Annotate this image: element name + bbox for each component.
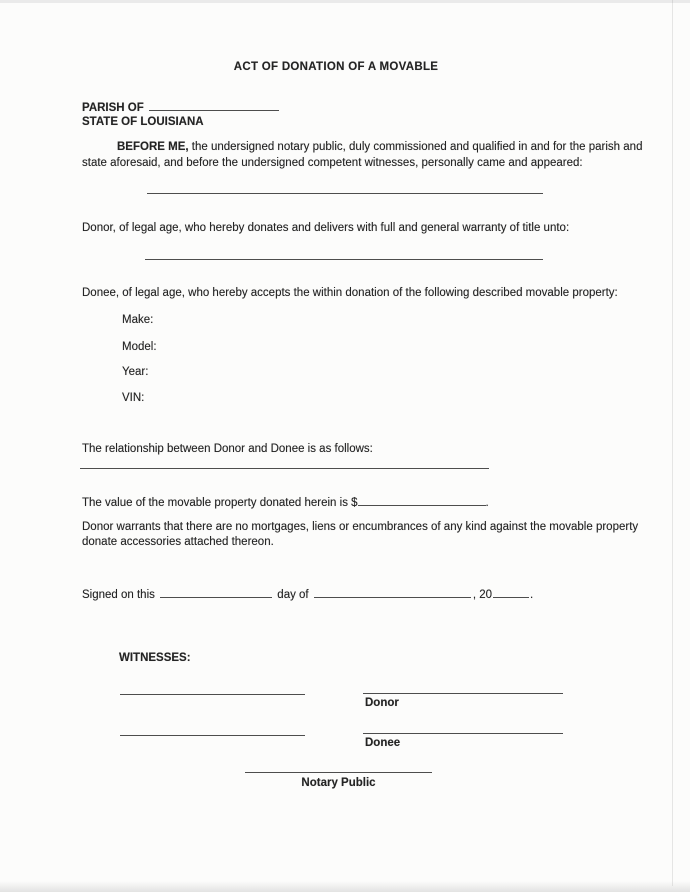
value-clause — [82, 496, 489, 511]
value-blank — [358, 496, 486, 506]
notary-label: Notary Public — [301, 777, 376, 789]
signed-suffix: . — [530, 589, 534, 601]
parish-line — [82, 101, 281, 116]
preamble-body: the undersigned notary public, duly commissioned and qualified in and for the parish and state aforesaid, and before the undersigned competent witnesses, personally came and appeared: — [82, 141, 643, 169]
parish-label: PARISH OF — [82, 102, 144, 114]
donor-signature-line — [363, 693, 563, 694]
signed-year-prefix: , 20 — [472, 589, 493, 601]
scan-bottom-edge — [0, 881, 690, 892]
donee-name-blank — [145, 259, 543, 260]
relationship-clause: The relationship between Donor and Donee is as follows: — [82, 443, 373, 455]
scan-top-edge — [0, 0, 690, 3]
witnesses-label: WITNESSES: — [119, 652, 191, 664]
donee-clause: Donee, of legal age, who hereby accepts the within donation of the following described movable property: — [82, 287, 618, 299]
before-me-lead-in: BEFORE ME, — [117, 141, 189, 153]
witness-2-signature-line — [120, 735, 305, 736]
parish-blank — [149, 101, 279, 111]
appearer-name-blank — [147, 193, 543, 194]
preamble-paragraph — [82, 140, 652, 171]
make-field-label: Make: — [122, 314, 154, 326]
vin-field-label: VIN: — [122, 392, 145, 404]
donor-signature-label: Donor — [365, 697, 399, 709]
signed-day-blank — [160, 588, 272, 598]
donor-clause: Donor, of legal age, who hereby donates and delivers with full and general warranty of title unto: — [82, 222, 570, 234]
value-clause-suffix: . — [485, 497, 489, 509]
donee-signature-line — [363, 733, 563, 734]
signed-month-blank — [314, 588, 471, 598]
signed-prefix: Signed on this — [82, 589, 155, 601]
value-clause-prefix: The value of the movable property donated herein is $ — [82, 497, 358, 509]
notary-block — [245, 772, 432, 791]
year-field-label: Year: — [122, 366, 149, 378]
model-field-label: Model: — [122, 341, 157, 353]
witness-1-signature-line — [120, 694, 305, 695]
scan-right-edge — [672, 0, 673, 886]
execution-line — [82, 588, 533, 603]
notary-signature-line — [245, 772, 432, 773]
warranty-clause: Donor warrants that there are no mortgages, liens or encumbrances of any kind against the movable property donate accessories attached thereon. — [82, 521, 639, 548]
donee-signature-label: Donee — [365, 737, 401, 749]
document-title: ACT OF DONATION OF A MOVABLE — [233, 61, 439, 73]
state-label: STATE OF LOUISIANA — [82, 116, 204, 128]
relationship-blank — [80, 468, 489, 469]
signed-year-blank — [493, 588, 529, 598]
signed-day-of: day of — [277, 589, 309, 601]
